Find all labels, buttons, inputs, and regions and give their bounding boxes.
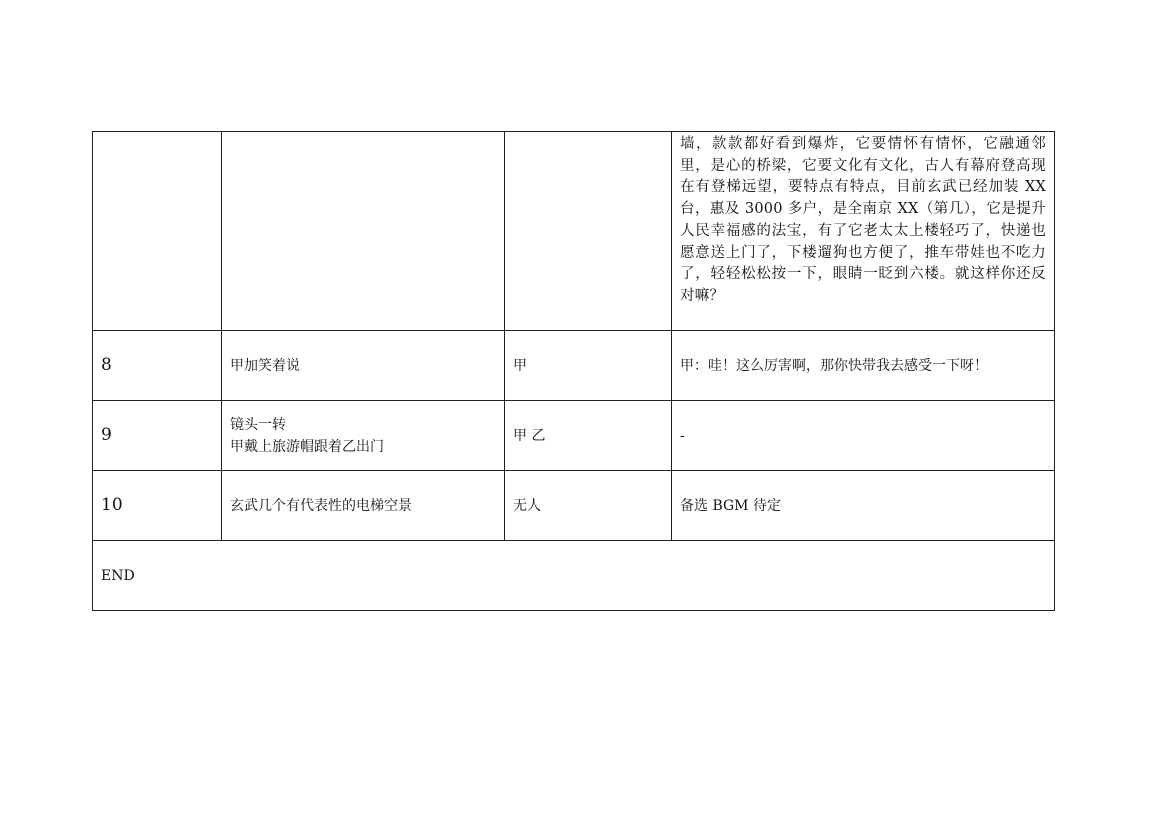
characters-cell: 无人 [505, 471, 672, 541]
shot-cell [222, 401, 505, 471]
table-row [93, 401, 1055, 471]
shot-cell [222, 331, 505, 401]
characters-cell [505, 132, 672, 331]
table-row-continued [93, 132, 1055, 331]
number-cell [93, 471, 222, 541]
end-cell [93, 541, 1055, 611]
number-cell [93, 401, 222, 471]
number-cell [93, 132, 222, 331]
dialogue-cell: 备选 BGM 待定 [672, 471, 1055, 541]
characters-cell: 甲 乙 [505, 401, 672, 471]
dialogue-cell: 甲：哇！这么厉害啊，那你快带我去感受一下呀！ [672, 331, 1055, 401]
script-table [92, 131, 1055, 611]
shot-text: 甲加笑着说 [230, 357, 300, 374]
table-row [93, 471, 1055, 541]
dialogue-cell: 墙，款款都好看到爆炸，它要情怀有情怀，它融通邻里，是心的桥梁，它要文化有文化，古人有幕府登高现在有登梯远望，要特点有特点，目前玄武已经加装 XX 台，惠及 3000 多户，是全南京 XX（第几），它是提升人民幸福感的法宝，有了它老太太上楼轻巧了，快递也愿意送上门了，下楼遛狗也方便了，推车带娃也不吃力了，轻轻松松按一下，眼睛一眨到六楼。就这样你还反对嘛？ [672, 132, 1055, 331]
row-number: 8 [101, 355, 112, 375]
table-row [93, 331, 1055, 401]
shot-cell [222, 471, 505, 541]
shot-text: 甲戴上旅游帽跟着乙出门 [230, 438, 384, 455]
characters-cell: 甲 [505, 331, 672, 401]
shot-cell [222, 132, 505, 331]
shot-text: 镜头一转 [230, 416, 286, 433]
row-number: 9 [101, 425, 112, 445]
shot-text: 玄武几个有代表性的电梯空景 [230, 497, 412, 514]
number-cell [93, 331, 222, 401]
row-number: 10 [101, 495, 123, 515]
dialogue-cell: - [672, 401, 1055, 471]
table-row-end [93, 541, 1055, 611]
end-label: END [101, 567, 135, 584]
